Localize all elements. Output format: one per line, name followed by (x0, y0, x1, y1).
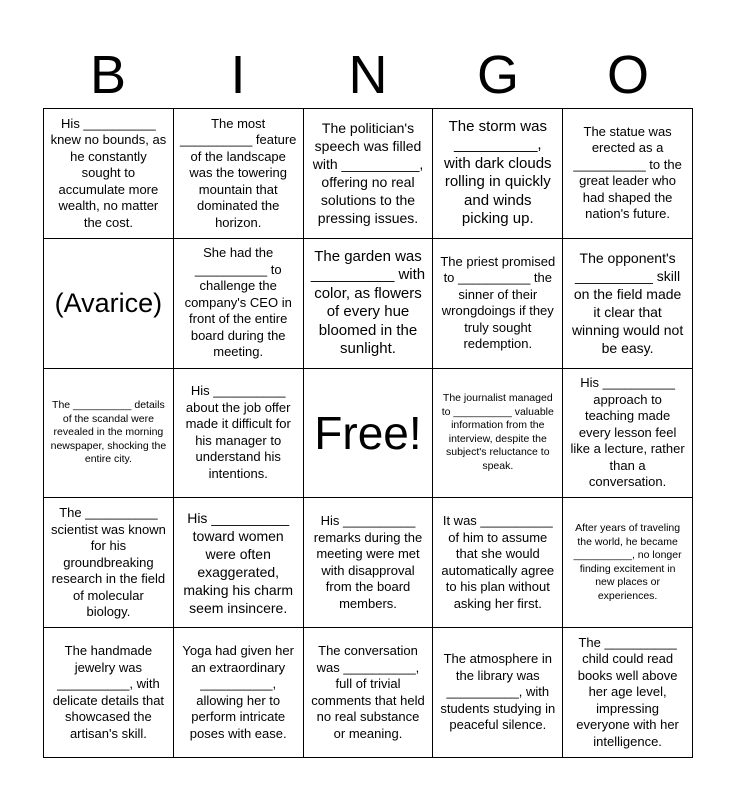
cell-text: The journalist managed to __________ valuable information from the interview, despite the subject's reluctance to speak. (441, 392, 554, 472)
bingo-cell[interactable] (174, 239, 304, 369)
cell-text: She had the __________ to challenge the company's CEO in front of the entire board during the meeting. (184, 245, 292, 360)
cell-text: The opponent's __________ skill on the field made it clear that winning would not be easy. (571, 250, 684, 357)
bingo-cell[interactable] (433, 369, 563, 499)
cell-text: It was __________ of him to assume that she would automatically agree to his plan without asking her first. (441, 513, 555, 611)
cell-text: The priest promised to __________ the sinner of their wrongdoings if they truly sought redemption. (440, 253, 556, 352)
cell-text: The __________ child could read books well above her age level, impressing everyone with her intelligence. (576, 634, 679, 749)
bingo-header (43, 44, 693, 106)
bingo-cell[interactable] (304, 109, 434, 239)
bingo-cell[interactable] (304, 239, 434, 369)
cell-text: The __________ details of the scandal were revealed in the morning newspaper, shocking the entire city. (50, 399, 167, 466)
cell-text: His __________ approach to teaching made every lesson feel like a lecture, rather than a conversation. (570, 375, 685, 490)
bingo-cell[interactable] (174, 498, 304, 628)
bingo-cell[interactable] (304, 498, 434, 628)
bingo-cell[interactable] (44, 628, 174, 758)
bingo-cell[interactable] (433, 239, 563, 369)
header-letter-i: I (230, 45, 246, 105)
bingo-cell[interactable] (563, 239, 693, 369)
cell-text: His __________ about the job offer made it difficult for his manager to understand his intentions. (185, 383, 291, 481)
cell-text: The garden was __________ with color, as flowers of every hue bloomed in the sunlight. (310, 247, 426, 358)
header-letter-n: N (348, 45, 388, 105)
bingo-cell[interactable] (44, 369, 174, 499)
cell-text: The storm was __________, with dark clouds rolling in quickly and winds picking up. (444, 117, 552, 228)
cell-text: (Avarice) (54, 288, 163, 319)
cell-text: His __________ knew no bounds, as he constantly sought to accumulate more wealth, no matter the cost. (50, 115, 167, 230)
cell-text: The politician's speech was filled with __________, offering no real solutions to the pressing issues. (312, 120, 424, 227)
cell-text: His __________ toward women were often exaggerated, making his charm seem insincere. (183, 509, 294, 616)
cell-text: The statue was erected as a __________ to the great leader who had shaped the nation's future. (573, 123, 682, 222)
bingo-cell[interactable] (563, 498, 693, 628)
bingo-cell[interactable] (433, 109, 563, 239)
free-space[interactable] (304, 369, 434, 499)
bingo-cell[interactable] (563, 109, 693, 239)
header-letter-o: O (606, 45, 649, 105)
cell-text: The most __________ feature of the landscape was the towering mountain that dominated the horizon. (180, 115, 297, 230)
cell-text: Yoga had given her an extraordinary __________, allowing her to perform intricate poses with ease. (182, 643, 294, 741)
bingo-cell[interactable] (44, 498, 174, 628)
header-letter-g: G (476, 45, 519, 105)
bingo-cell[interactable] (433, 628, 563, 758)
bingo-cell[interactable] (174, 369, 304, 499)
cell-text: The __________ scientist was known for his groundbreaking research in the field of molecular biology. (50, 505, 166, 620)
bingo-cell[interactable] (563, 628, 693, 758)
cell-text: His __________ remarks during the meeting were met with disapproval from the board members. (313, 513, 423, 611)
bingo-cell[interactable] (174, 109, 304, 239)
bingo-cell[interactable] (174, 628, 304, 758)
bingo-cell[interactable] (44, 239, 174, 369)
cell-text: After years of traveling the world, he became __________, no longer finding excitement in new places or experiences. (573, 522, 682, 602)
cell-text: The atmosphere in the library was __________, with students studying in peaceful silence. (440, 651, 556, 733)
free-space-label: Free! (314, 406, 422, 459)
bingo-cell[interactable] (433, 498, 563, 628)
bingo-cell[interactable] (304, 628, 434, 758)
bingo-cell[interactable] (44, 109, 174, 239)
header-letter-b: B (89, 45, 127, 105)
cell-text: The conversation was __________, full of trivial comments that held no real substance or meaning. (311, 643, 425, 741)
bingo-grid (43, 108, 693, 758)
cell-text: The handmade jewelry was __________, with delicate details that showcased the artisan's skill. (52, 643, 165, 741)
bingo-cell[interactable] (563, 369, 693, 499)
